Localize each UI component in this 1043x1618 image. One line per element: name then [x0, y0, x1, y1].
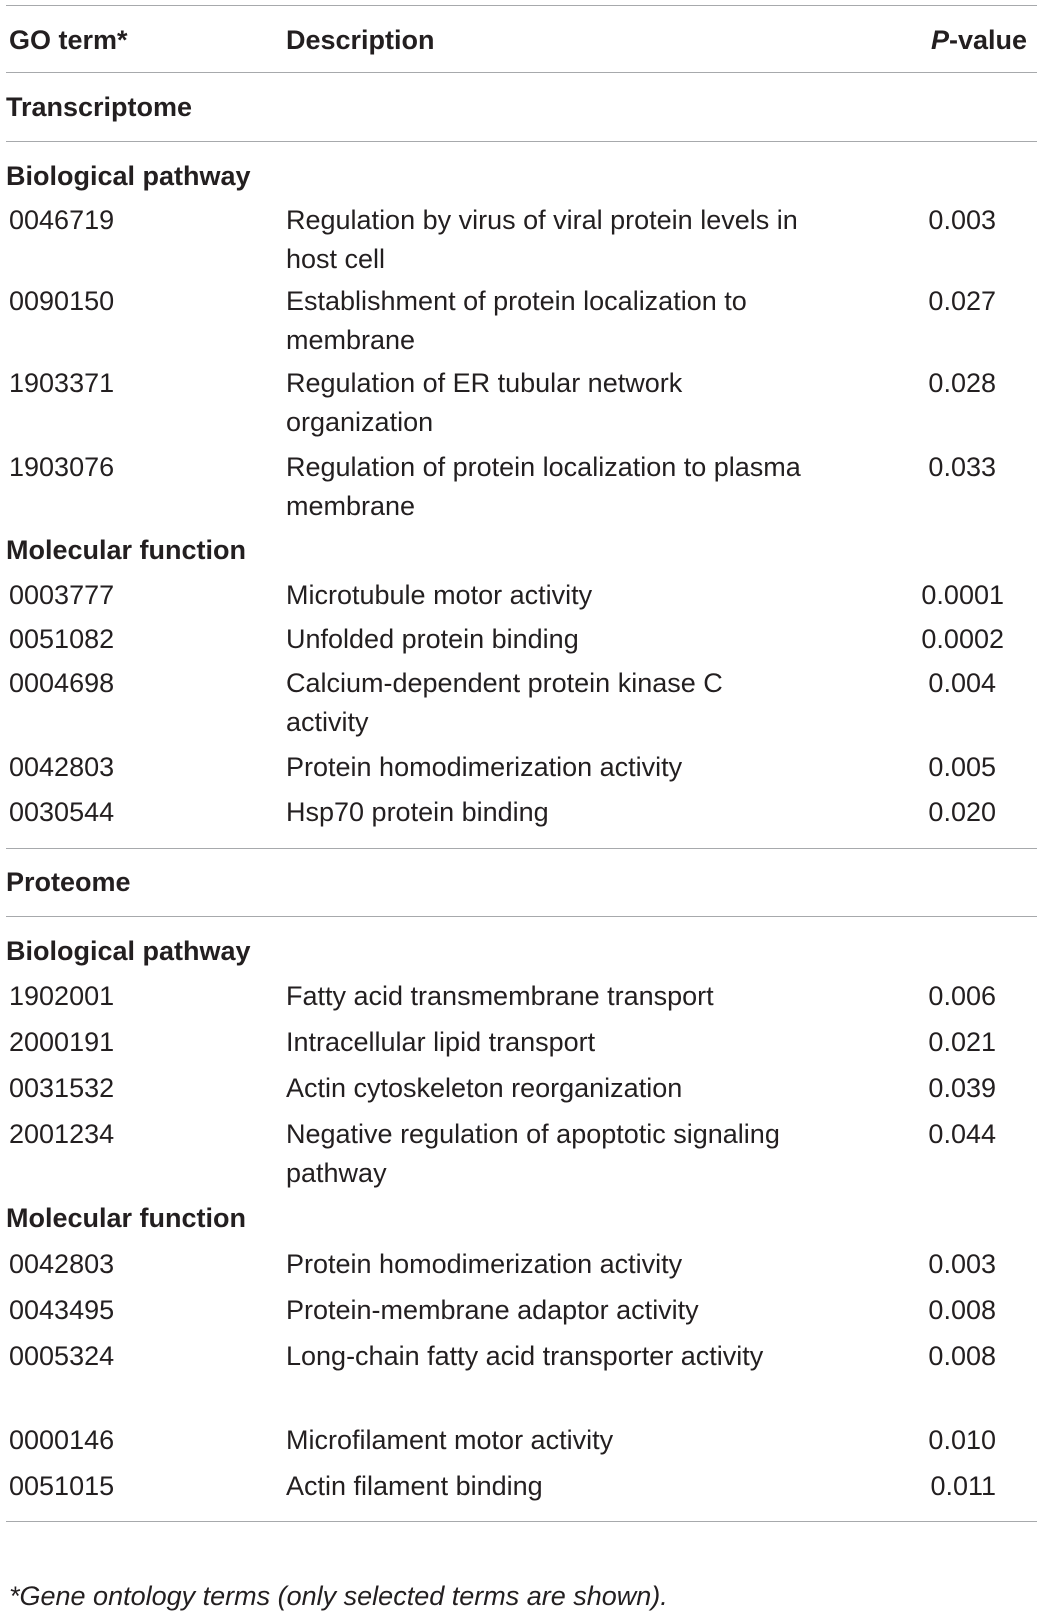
description: Regulation by virus of viral protein levels in host cell [286, 205, 798, 274]
description: Fatty acid transmembrane transport [286, 981, 714, 1011]
p-value: 0.028 [928, 368, 996, 398]
header-description: Description [286, 25, 435, 55]
description: Microfilament motor activity [286, 1425, 614, 1455]
p-value: 0.027 [928, 286, 996, 316]
p-value: 0.011 [930, 1471, 996, 1501]
go-term: 2000191 [9, 1027, 115, 1057]
p-value: 0.0002 [921, 624, 1004, 654]
go-term: 0046719 [9, 205, 115, 235]
go-term: 0004698 [9, 668, 115, 698]
subsection-proteome-mol: Molecular function [6, 1203, 247, 1233]
go-term: 0042803 [9, 752, 115, 782]
p-value: 0.005 [928, 752, 996, 782]
subsection-proteome-bio: Biological pathway [6, 936, 251, 966]
go-term: 0030544 [9, 797, 115, 827]
header-go-term: GO term* [9, 25, 128, 55]
description: Hsp70 protein binding [286, 797, 549, 827]
p-value: 0.033 [928, 452, 996, 482]
rule-before-proteome [6, 848, 1037, 849]
subsection-transcriptome-mol: Molecular function [6, 535, 247, 565]
p-value: 0.006 [928, 981, 996, 1011]
p-value: 0.010 [928, 1425, 996, 1455]
go-term: 0051015 [9, 1471, 115, 1501]
go-term: 0042803 [9, 1249, 115, 1279]
go-term: 0031532 [9, 1073, 115, 1103]
header-p-rest: -value [948, 25, 1027, 55]
go-term: 1903371 [9, 368, 115, 398]
p-value: 0.008 [928, 1295, 996, 1325]
description: Regulation of ER tubular network organization [286, 368, 683, 437]
description: Calcium-dependent protein kinase C activity [286, 668, 723, 737]
p-value: 0.039 [928, 1073, 996, 1103]
description: Actin filament binding [286, 1471, 543, 1501]
rule-transcriptome [6, 141, 1037, 142]
p-value: 0.020 [928, 797, 996, 827]
description: Protein-membrane adaptor activity [286, 1295, 699, 1325]
description: Protein homodimerization activity [286, 1249, 683, 1279]
section-proteome: Proteome [6, 867, 131, 897]
section-transcriptome: Transcriptome [6, 92, 193, 122]
rule-top [6, 5, 1037, 6]
go-term: 0000146 [9, 1425, 115, 1455]
description: Regulation of protein localization to plasma membrane [286, 452, 801, 521]
rule-bottom [6, 1521, 1037, 1522]
p-value: 0.044 [928, 1119, 996, 1149]
header-p-italic: P [930, 25, 949, 55]
rule-proteome [6, 916, 1037, 917]
description: Establishment of protein localization to membrane [286, 286, 747, 355]
description: Long-chain fatty acid transporter activity [286, 1341, 764, 1371]
go-term: 0005324 [9, 1341, 115, 1371]
p-value: 0.003 [928, 205, 996, 235]
p-value: 0.0001 [921, 580, 1004, 610]
go-term: 0090150 [9, 286, 115, 316]
go-term: 2001234 [9, 1119, 115, 1149]
header-p-value [931, 21, 1027, 60]
p-value: 0.021 [928, 1027, 996, 1057]
description: Microtubule motor activity [286, 580, 593, 610]
p-value: 0.008 [928, 1341, 996, 1371]
description: Unfolded protein binding [286, 624, 579, 654]
go-term: 0051082 [9, 624, 115, 654]
table-footnote: *Gene ontology terms (only selected terms are shown). [9, 1581, 668, 1611]
go-term: 1902001 [9, 981, 115, 1011]
description: Intracellular lipid transport [286, 1027, 596, 1057]
rule-header-bottom [6, 72, 1037, 73]
go-term: 1903076 [9, 452, 115, 482]
p-value: 0.003 [928, 1249, 996, 1279]
subsection-transcriptome-bio: Biological pathway [6, 161, 251, 191]
description: Actin cytoskeleton reorganization [286, 1073, 683, 1103]
go-term: 0043495 [9, 1295, 115, 1325]
p-value: 0.004 [928, 668, 996, 698]
go-term: 0003777 [9, 580, 115, 610]
description: Protein homodimerization activity [286, 752, 683, 782]
description: Negative regulation of apoptotic signaling pathway [286, 1119, 780, 1188]
